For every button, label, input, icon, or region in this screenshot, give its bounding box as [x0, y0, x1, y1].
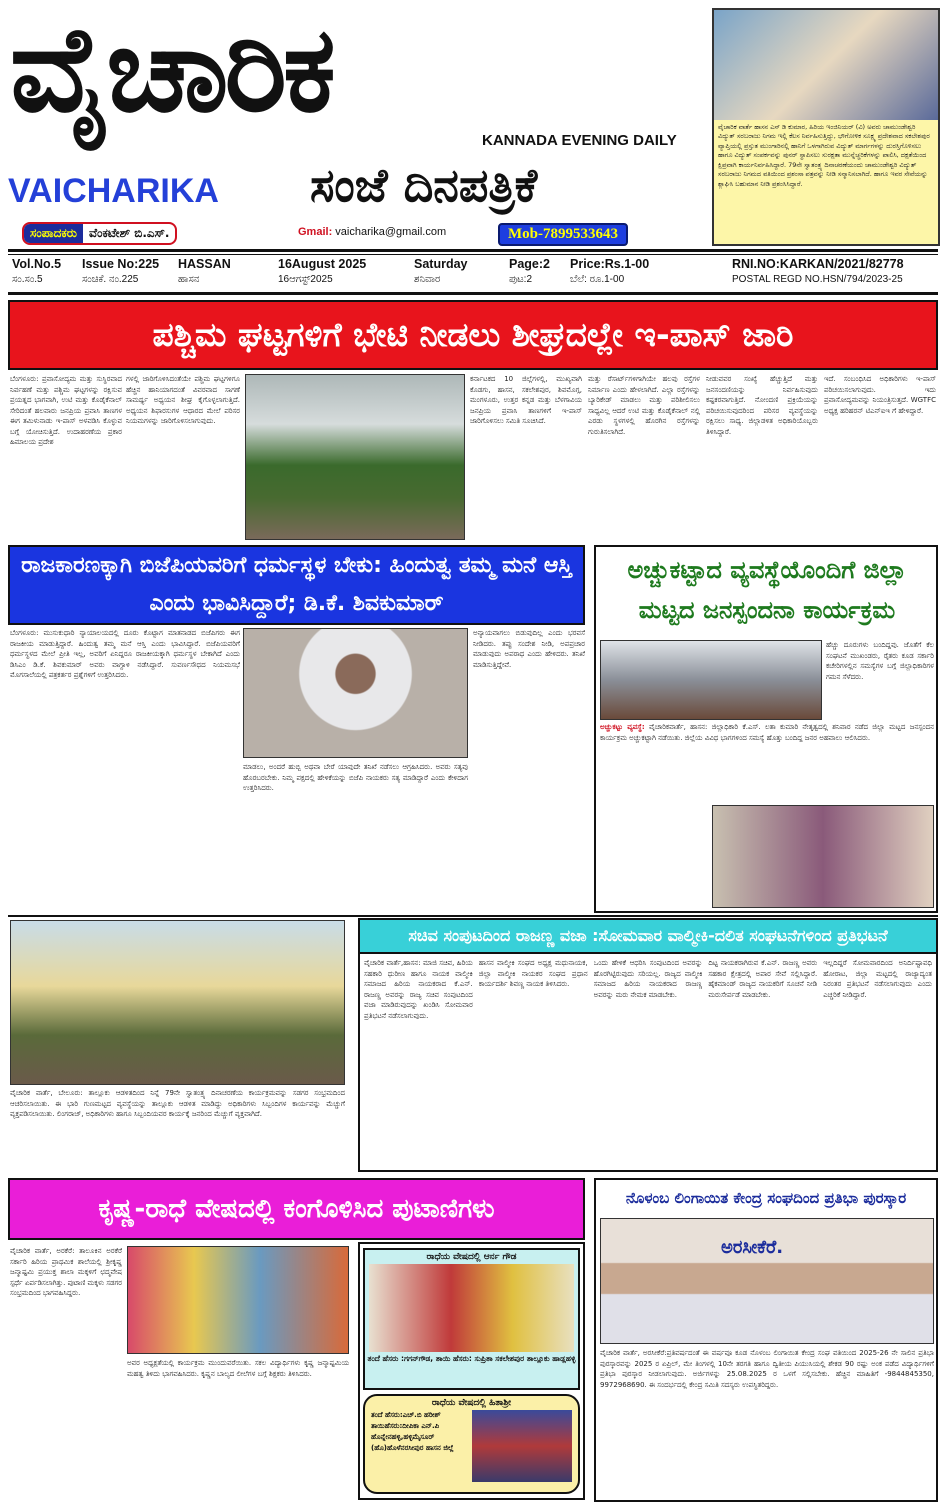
- western-ghats-photo: [245, 374, 465, 540]
- story-text: ವೈಚಾರಿಕ ವಾರ್ತೆ, ಅರಕೆರೆ: ತಾಲೂಕಿನ ಅರಕೆರೆ ಸರ್ಕಾರಿ ಹಿರಿಯ ಪ್ರಾಥಮಿಕ ಶಾಲೆಯಲ್ಲಿ ಶ್ರೀಕೃಷ್ಣ ಜನ್ಮಾಷ್ಟಮಿ ಪ್ರಯುಕ್ತ ಶಾಲಾ ಮಕ್ಕಳಿಗೆ ಛದ್ಮವೇಷ ಸ್ಪರ್ಧೆ ಏರ್ಪಡಿಸಲಾಗಿತ್ತು. ಪುಟಾಣಿ ಮಕ್ಕಳು ಸಡಗರ ಸಂಭ್ರಮದಿಂದ ಭಾಗವಹಿಸಿದ್ದರು.: [10, 1247, 122, 1297]
- divider: [8, 254, 938, 255]
- ad-text: ವೈಚಾರಿಕ ವಾರ್ತೆ ಹಾಸನ ಎಸ್ ಡಿ ಕುಮಾರ, ಹಿರಿಯ ಇಂಜಿನಿಯರ್ (ವಿ) ಅವರು ಚಾಮುಂಡೇಶ್ವರಿ ವಿದ್ಯುತ್ ಸರಬರಾಜು ನಿಗಮ ಇಲ್ಲಿ ಕೆಲಸ ನಿರ್ವಹಿಸುತ್ತಿದ್ದು, ಭೌಗೋಳಿಕ ಸೂಕ್ಷ್ಮ ಪ್ರದೇಶವಾದ ಸಕಲೇಶಪುರ ವ್ಯಾಪ್ತಿಯಲ್ಲಿ ಪ್ರಸ್ತುತ ಮುಂಗಾರಿನಲ್ಲಿ ಹಾನಿಗೆ ಒಳಗಾಗಿರುವ ವಿದ್ಯುತ್ ಮಾರ್ಗಗಳನ್ನು ದುರಸ್ತಿಗೊಳಿಸಲು ಹಾಗೂ ವಿದ್ಯುತ್ ಸಂಪರ್ಕವನ್ನು ಪುನರ್ ಸ್ಥಾಪಿಸಲು ಸುರಕ್ಷತಾ ಮುನ್ನೆಚ್ಚರಿಕೆಗಳನ್ನು ಪಾಲಿಸಿ, ದಕ್ಷತೆಯಿಂದ ಕ್ಷಿಪ್ರವಾಗಿ ಕಾರ್ಯನಿರ್ವಹಿಸಿದ್ದಾರೆ. 79ನೇ ಸ್ವಾತಂತ್ರ್ಯ ದಿನಾಚರಣೆಯಂದು ಚಾಮುಂಡೇಶ್ವರಿ ವಿದ್ಯುತ್ ಸರಬರಾಜು ನಿಗಮದ ವತಿಯಿಂದ ಪ್ರಶಂಸಾ ಪತ್ರವನ್ನು ನೀಡಿ ಸನ್ಮಾನಿಸಲಾಗಿದೆ. ಹಾಗೂ ಇವರ ಸೇವೆಯನ್ನು ಶ್ಲಾಘಿಸಿ ಬಹುಮಾನ ನೀಡಿ ಪ್ರಶಂಸಿಸಿದ್ದಾರೆ.: [718, 123, 930, 188]
- arna-gowda-box: [363, 1248, 580, 1390]
- divider: [8, 292, 938, 295]
- independence-day-photo: [10, 920, 345, 1085]
- hithashri-photo: [472, 1410, 572, 1482]
- info-kn: ಬೆಲೆ: ರೂ.1-00: [570, 274, 625, 285]
- info-en: Issue No:225: [82, 257, 160, 271]
- info-en: Vol.No.5: [12, 257, 62, 271]
- gmail: [298, 226, 446, 238]
- box-caption: ತಂದೆ ಹೆಸರು :ಗಗನ್‌ಗೌಡ, ತಾಯಿ ಹೆಸರು: ಸುಪ್ರಿತಾ ಸಕಲೇಶಪುರ ತಾಲ್ಲೂಕು ಹಾಡ್ಲಹಳ್ಳಿ: [367, 1354, 576, 1363]
- info-en: Saturday: [414, 257, 468, 271]
- info-kn: ಸಂಚಿಕೆ. ನಂ.225: [82, 274, 139, 285]
- story-text: ಅವರ ಅಧ್ಯಕ್ಷತೆಯಲ್ಲಿ ಕಾರ್ಯಕ್ರಮ ಮುಂದುವರೆಯಿತು. ಸಕಲ ವಿದ್ಯಾರ್ಥಿಗಳು ಕೃಷ್ಣ ಜನ್ಮಾಷ್ಟಮಿಯ ಮಹತ್ವ ತಿಳಿದು ಭಾಗವಹಿಸಿದರು. ಕೃಷ್ಣನ ಬಾಲ್ಯದ ಲೀಲೆಗಳ ಬಗ್ಗೆ ಶಿಕ್ಷಕರು ತಿಳಿಸಿದರು.: [127, 1359, 349, 1378]
- info-item: [278, 256, 366, 288]
- box-title: ರಾಧೆಯ ವೇಷದಲ್ಲಿ ಆರ್ನ ಗೌಡ: [426, 1252, 517, 1262]
- info-kn: ಸಂ.ಸಂ.5: [12, 274, 43, 285]
- story-columns: [364, 958, 932, 1168]
- headline-e-pass: ಪಶ್ಚಿಮ ಘಟ್ಟಗಳಿಗೆ ಭೇಟಿ ನೀಡಲು ಶೀಘ್ರದಲ್ಲೇ ಇ-ಪಾಸ್ ಜಾರಿ: [8, 300, 938, 370]
- public-gathering-photo: [712, 805, 934, 908]
- story-text: [600, 722, 934, 802]
- gmail-value[interactable]: vaicharika@gmail.com: [335, 226, 447, 238]
- story-text: ದಿಟ್ಟ ನಾಯಕರಾಗಿರುವ ಕೆ.ಎನ್. ರಾಜಣ್ಣ ಅವರು ಸಹಕಾರ ಕ್ಷೇತ್ರದಲ್ಲಿ ಅಪಾರ ಸೇವೆ ಸಲ್ಲಿಸಿದ್ದಾರೆ. ಹೈಕಮಾಂಡ್ ರಾಜ್ಯದ ನಾಯಕರಿಗೆ ಸೂಚನೆ ನೀಡಿ ಮರುಸೇರ್ಪಡೆ ಮಾಡಬೇಕು.: [708, 959, 818, 999]
- masthead-logo: ವೈಚಾರಿಕ: [10, 0, 332, 138]
- sangha-members-photo: [600, 1218, 934, 1344]
- story-text: ಮಾಡಲು, ಅಂದರೆ ಹುಬ್ಬಿ ಅಥವಾ ಬೇರೆ ಯಾವುದೇ ತನಿಖೆ ನಡೆಸಲು ಆಗ್ರಹಿಸಿದರು. ಅವರು ಸತ್ಯವು ಹೊರಬರಬೇಕು. ನಿಮ್ಮ ಪಕ್ಷದಲ್ಲಿ ಹೇಳಿಕೆಯನ್ನು ಬಿಜೆಪಿ ನಾಯಕರು ಸತ್ಯ ಮಾಡಿದ್ದಾರೆ ಎಂದು ಕೇಳಿದಾಗ ಉತ್ತರಿಸಿದರು.: [243, 763, 468, 792]
- ad-photo: [714, 10, 938, 120]
- editor-name: ವೆಂಕಟೇಶ್ ಬಿ.ಎಸ್.: [88, 226, 170, 240]
- info-kn: ಹಾಸನ: [178, 274, 200, 285]
- divider: [8, 249, 938, 252]
- masthead-english-name: VAICHARIKA: [8, 172, 219, 210]
- info-en: Page:2: [509, 257, 550, 271]
- info-en: 16August 2025: [278, 257, 367, 271]
- gmail-label: Gmail:: [298, 226, 333, 238]
- story-text: ವೈಚಾರಿಕ ವಾರ್ತೆ,ಹಾಸನ: ಮಾಜಿ ಸಚಿವ, ಹಿರಿಯ ಸಹಕಾರಿ ಧುರೀಣ ಹಾಗೂ ನಾಯಕ ವಾಲ್ಮೀಕಿ ಸಮಾಜದ ಹಿರಿಯ ನಾಯಕರಾದ ಕೆ.ಎನ್. ರಾಜಣ್ಣ ಅವರನ್ನು ರಾಜ್ಯ ಸಚಿವ ಸಂಪುಟದಿಂದ ವಜಾ ಮಾಡಿರುವುದನ್ನು ಖಂಡಿಸಿ ಸೋಮವಾರ ಪ್ರತಿಭಟನೆ ನಡೆಸಲಾಗುವುದು.: [364, 959, 473, 1020]
- info-item: [570, 256, 649, 288]
- story-highlight: ಅಚ್ಚುಕಟ್ಟು ವ್ಯವಸ್ಥೆ:: [600, 723, 645, 731]
- headline-dk-shivakumar: ರಾಜಕಾರಣಕ್ಕಾಗಿ ಬಿಜೆಪಿಯವರಿಗೆ ಧರ್ಮಸ್ಥಳ ಬೇಕು: ಹಿಂದುತ್ವ ತಮ್ಮ ಮನೆ ಆಸ್ತಿ ಎಂದು ಭಾವಿಸಿದ್ದಾರೆ; ಡಿ.ಕೆ. ಶಿವಕುಮಾರ್: [8, 545, 585, 625]
- headline-janaspandana: ಅಚ್ಚುಕಟ್ಟಾದ ವ್ಯವಸ್ಥೆಯೊಂದಿಗೆ ಜಿಲ್ಲಾ ಮಟ್ಟದ ಜನಸ್ಪಂದನಾ ಕಾರ್ಯಕ್ರಮ: [627, 556, 907, 624]
- masthead-subtitle: ಸಂಜೆ ದಿನಪತ್ರಿಕೆ: [310, 158, 538, 212]
- info-kn: ಶನಿವಾರ: [414, 274, 441, 285]
- hithashri-box: [363, 1394, 580, 1494]
- info-kn: POSTAL REGD NO.HSN/794/2023-25: [732, 274, 903, 285]
- info-item: [82, 256, 159, 288]
- divider: [8, 915, 938, 917]
- info-item: [732, 256, 904, 288]
- story-text: ಬೆಂಗಳೂರು: ಪ್ರವಾಸೋದ್ಯಮ ಮತ್ತು ಸುಸ್ಥಿರವಾದ ನಿರ್ವಹಣೆ ಮತ್ತು ಪಶ್ಚಿಮ ಘಟ್ಟಗಳನ್ನು ರಕ್ಷಿಸುವ ಪ್ರಯತ್ನದ ಭಾಗವಾಗಿ, ಉಟಿ ಮತ್ತು ಕೊಡೈಕೆನಾಲ್ ಸೇರಿದಂತೆ ಹಲವಾರು ಜನಪ್ರಿಯ ಪ್ರವಾಸಿ ತಾಣಗಳ ಈಗ ತಮಿಳುನಾಡು ಇ-ಪಾಸ್ ಅಳವಡಿಸಿ ಕೊಳ್ಳುವ ಬಗ್ಗೆ ಯೋಚಿಸುತ್ತಿದೆ. ಉದಾಹರಣೆಯ ಪ್ರಕಾರ ಹಿಮಾಲಯ ಪ್ರದೇಶ: [10, 375, 122, 446]
- info-en: Price:Rs.1-00: [570, 257, 650, 271]
- story-text: ಬೆಂಗಳೂರು: ಮುಸುಕುಧಾರಿ ನ್ಯಾಯಾಲಯದಲ್ಲಿ ದೂರು ಕೊಟ್ಟಾಗ ಮಾತನಾಡದ ಬಿಜೆಪಿಗರು ಈಗ ರಾಜಕೀಯ ಮಾಡುತ್ತಿದ್ದಾರೆ. ಹಿಂದುತ್ವ ತಮ್ಮ ಮನೆ ಆಸ್ತಿ ಎಂದು ಭಾವಿಸಿದ್ದಾರೆ. ಬಿಜೆಪಿಯವರಿಗೆ ಧರ್ಮಸ್ಥಳದ ಮೇಲೆ ಪ್ರೀತಿ ಇಲ್ಲ, ಅವರಿಗೆ ಏನಿದ್ದರೂ ರಾಜಕೀಯಕ್ಕಾಗಿ ಧರ್ಮಸ್ಥಳ ಬೇಕಾಗಿದೆ ಎಂದು ಡಿಸಿಎಂ ಡಿ.ಕೆ. ಶಿವಕುಮಾರ್ ಅವರು ವಾಗ್ದಾಳಿ ನಡೆಸಿದ್ದಾರೆ. ಸುವರ್ಣಸೌಧದ ನಿಯಮಸಭೆ ಮೊಗಸಾಲೆಯಲ್ಲಿ ಪತ್ರಕರ್ತರ ಪ್ರಶ್ನೆಗಳಿಗೆ ಉತ್ತರಿಸಿದರು.: [10, 629, 240, 679]
- editor-badge: [22, 222, 177, 245]
- info-kn: ಪುಟ:2: [509, 274, 533, 285]
- masthead-tagline: KANNADA EVENING DAILY: [482, 132, 677, 149]
- story-text: ಹಾಸನ ವಾಲ್ಮೀಕಿ ಸಂಘದ ಅಧ್ಯಕ್ಷ ಮಧುನಾಯಕ, ಜಿಲ್ಲಾ ವಾಲ್ಮೀಕಿ ನಾಯಕರ ಸಂಘದ ಪ್ರಧಾನ ಕಾರ್ಯದರ್ಶಿ ಶಿವಣ್ಣ ನಾಯಕ ತಿಳಿಸಿದರು.: [478, 959, 588, 988]
- info-item: [509, 256, 550, 288]
- box-caption: ತಂದೆ ಹೆಸರು:ಎಚ್.ಬಿ ಹರೀಶ್ ತಾಯಿಹೆಸರು:ದೀಪಿಕಾ ಎನ್.ಪಿ ಹೊನ್ನೇನಹಳ್ಳಿ,ಹಳ್ಳಿಮೈಸೂರ್ (ಹೊ)ಹೊಳೆನರಸೀಪುರ ಹಾಸನ ಜಿಲ್ಲೆ: [371, 1411, 454, 1452]
- story-text: ಹೆಚ್ಚು ದೂರುಗಳು ಬಂದಿದ್ದವು. ಜೊತೆಗೆ ಕೆಲ ಸಂಘಟನೆ ಮುಖಂಡರು, ರೈತರು ಕೂಡ ಸರ್ಕಾರಿ ಕಚೇರಿಗಳಲ್ಲಿನ ಸಮಸ್ಯೆಗಳ ಬಗ್ಗೆ ಜಿಲ್ಲಾಧಿಕಾರಿಗಳ ಗಮನ ಸೆಳೆದರು.: [826, 641, 934, 681]
- story-text: ವೈಚಾರಿಕವಾರ್ತೆ, ಹಾಸನ: ಜಿಲ್ಲಾಧಿಕಾರಿ ಕೆ.ಎಸ್. ಲತಾ ಕುಮಾರಿ ನೇತೃತ್ವದಲ್ಲಿ ಶನಿವಾರ ನಡೆದ ಜಿಲ್ಲಾ ಮಟ್ಟದ ಜನಸ್ಪಂದನ ಕಾರ್ಯಕ್ರಮ ಅಚ್ಚುಕಟ್ಟಾಗಿ ನಡೆಯಿತು. ಜಿಲ್ಲೆಯ ವಿವಿಧ ಭಾಗಗಳಿಂದ ಸಮಸ್ಯೆ ಹೊತ್ತು ಬಂದಿದ್ದ ಜನರ ಅಹವಾಲು ಆಲಿಸಿದರು.: [600, 723, 934, 742]
- janaspandana-photo: [600, 640, 822, 720]
- headline-rajanna: ಸಚಿವ ಸಂಪುಟದಿಂದ ರಾಜಣ್ಣ ವಜಾ :ಸೋಮವಾರ ವಾಲ್ಮೀಕಿ-ದಲಿತ ಸಂಘಟನೆಗಳಿಂದ ಪ್ರತಿಭಟನೆ: [360, 920, 936, 954]
- story-text: ಒಂದು ಹೇಳಿಕೆ ಆಧರಿಸಿ ಸಂಪುಟದಿಂದ ಅವರನ್ನು ಹೊರಗಿಟ್ಟಿರುವುದು ಸರಿಯಲ್ಲ. ರಾಜ್ಯದ ವಾಲ್ಮೀಕಿ ಸಮಾಜದ ಹಿರಿಯ ನಾಯಕರಾದ ರಾಜಣ್ಣ ಅವರನ್ನು ಮರು ನೇಮಕ ಮಾಡಬೇಕು.: [593, 959, 703, 999]
- editor-label: ಸಂಪಾದಕರು: [24, 224, 83, 243]
- info-kn: 16ಆಗಸ್ಟ್2025: [278, 274, 333, 285]
- info-item: [414, 256, 468, 288]
- story-text: ಗಳಲ್ಲಿ ಜಾರಿಗೊಳಿಸಿದಂತೆಯೇ ಪಶ್ಚಿಮ ಘಟ್ಟಗಳಿಗೂ ಹೆಚ್ಚಿನ ಹಾನಿಯಾಗದಂತೆ ವಿವರವಾದ ಸಾಗಣೆ ಸಾಮರ್ಥ್ಯ ಅಧ್ಯಯನ ಶೀಘ್ರ ಕೈಗೊಳ್ಳಲಾಗುತ್ತಿದೆ. ಅಧ್ಯಯನ ಶಿಫಾರಸುಗಳ ಆಧಾರದ ಮೇಲೆ ಪರಿಸರ ನಿಯಮಗಳನ್ನು ಜಾರಿಗೊಳಿಸಲಾಗುವುದು.: [126, 375, 240, 425]
- story-text: ವೈಚಾರಿಕ ವಾರ್ತೆ, ಬೇಲೂರು: ತಾಲ್ಲೂಕು ಆಡಳಿತದಿಂದ ನಿನ್ನೆ 79ನೇ ಸ್ವಾತಂತ್ರ್ಯ ದಿನಾಚರಣೆಯ ಕಾರ್ಯಕ್ರಮವನ್ನು ಸಡಗರ ಸಂಭ್ರಮದಿಂದ ಆಚರಿಸಲಾಯಿತು. ಈ ಭಾರಿ ಗುಣಮಟ್ಟದ ವ್ಯವಸ್ಥೆಯನ್ನು ತಾಲ್ಲೂಕು ಆಡಳಿತ ಮಾಡಿದ್ದು ಅಧಿಕಾರಿಗಳು ಸಿಬ್ಬಂದಿಗಳ ಕಾರ್ಯವನ್ನು ಮೆಚ್ಚುಗೆ ವ್ಯಕ್ತಪಡಿಸಲಾಯಿತು. ಲಿಂಗರಾಜ್, ಅಧಿಕಾರಿಗಳು ಹಾಗೂ ಸಿಬ್ಬಂದಿಯವರ ಕಾರ್ಯಕ್ಕೆ ಜನರಿಂದ ಮೆಚ್ಚುಗೆ ವ್ಯಕ್ತವಾಗಿದೆ.: [10, 1089, 345, 1118]
- headline-krishna-radha: ಕೃಷ್ಣ-ರಾಧೆ ವೇಷದಲ್ಲಿ ಕಂಗೊಳಿಸಿದ ಪುಟಾಣಿಗಳು: [8, 1178, 585, 1240]
- story-text: ಅನ್ಯಾಯವಾಗಲು ಬಿಡುವುದಿಲ್ಲ ಎಂದು ಭರವಸೆ ನೀಡಿದರು. ತಪ್ಪು ಸಂದೇಶ ನೀಡಿ, ಅಪಪ್ರಚಾರ ಮಾಡುವುದು ಅಪರಾಧ ಎಂದು ಹೇಳಿದರು. ತನಿಖೆ ಮಾಡಿಸುತ್ತಿದ್ದೇವೆ.: [473, 629, 585, 669]
- dk-shivakumar-photo: [243, 628, 468, 758]
- mobile-number: Mob-7899533643: [498, 223, 628, 246]
- info-en: RNI.NO:KARKAN/2021/82778: [732, 257, 904, 271]
- info-item: [178, 256, 231, 288]
- story-text: ಇದೆ. ಸಂಬಂಧಿಸಿದ ಅಧಿಕಾರಿಗಳು ಇ-ಪಾಸ್ ಪರಿಚಯಿಸಲಾಗುವುದು. ಇದು ಪ್ರವಾಸೋದ್ಯಮವನ್ನು ನಿಯಂತ್ರಿಸುತ್ತದೆ. WGTFC ಅಧ್ಯಕ್ಷ ಹರಿಹರನ್ ಟಿಎನ್‌ಐಇ ಗೆ ಹೇಳಿದ್ದಾರೆ.: [824, 375, 936, 415]
- headline-pratibha-puraskara: ನೊಳಂಬ ಲಿಂಗಾಯಿತ ಕೇಂದ್ರ ಸಂಘದಿಂದ ಪ್ರತಿಭಾ ಪುರಸ್ಕಾರ: [625, 1189, 907, 1207]
- photo-banner-text: ಅರಸೀಕೆರೆ.: [721, 1237, 784, 1258]
- story-text: ಇಲ್ಲದಿದ್ದರೆ ಸೋಮವಾರದಿಂದ ಅನಿರ್ದಿಷ್ಟಾವಧಿ ಹೋರಾಟ, ಜಿಲ್ಲಾ ಮಟ್ಟದಲ್ಲಿ ರಾಜ್ಯಾದ್ಯಂತ ನಿರಂತರ ಪ್ರತಿಭಟನೆ ನಡೆಸಲಾಗುವುದು ಎಂದು ಎಚ್ಚರಿಕೆ ನೀಡಿದ್ದಾರೆ.: [823, 959, 932, 999]
- story-text: ವೈಚಾರಿಕ ವಾರ್ತೆ, ಅರಸೀಕೆರೆ:ಪ್ರತಿವರ್ಷದಂತೆ ಈ ವರ್ಷವೂ ಕೂಡ ನೊಳಂಬ ಲಿಂಗಾಯಿತ ಕೇಂದ್ರ ಸಂಘ ವತಿಯಿಂದ 2025-26 ನೇ ಸಾಲಿನ ಪ್ರತಿಭಾ ಪುರಸ್ಕಾರವನ್ನು 2025 ರ ಏಪ್ರಿಲ್, ಮೇ ತಿಂಗಳಲ್ಲಿ 10ನೇ ತರಗತಿ ಹಾಗೂ ದ್ವಿತೀಯ ಪಿಯುಸಿಯಲ್ಲಿ ಶೇಕಡ 90 ರಷ್ಟು ಅಂಕ ಪಡೆದ ವಿದ್ಯಾರ್ಥಿಗಳಿಗೆ ಪ್ರತಿಭಾ ಪುರಸ್ಕಾರ ನೀಡಲಾಗುವುದು. ಅರ್ಜಿಗಳನ್ನು 25.08.2025 ರ ಒಳಗೆ ಸಲ್ಲಿಸಬೇಕು. ಹೆಚ್ಚಿನ ಮಾಹಿತಿಗೆ -9844845350, 9972968690. ಈ ಸಂದರ್ಭದಲ್ಲಿ ಕೇಂದ್ರ ಸಮಿತಿ ಸದಸ್ಯರು ಉಪಸ್ಥಿತರಿದ್ದರು.: [600, 1349, 934, 1389]
- story-text: ಕರ್ನಾಟಕದ 10 ಜಿಲ್ಲೆಗಳಲ್ಲಿ, ಮುಖ್ಯವಾಗಿ ಕೊಡಗು, ಹಾಸನ, ಸಕಲೇಶಪುರ, ಶಿವಮೊಗ್ಗ, ಮಂಗಳೂರು, ಉತ್ತರ ಕನ್ನಡ ಮತ್ತು ಬೆಳಗಾವಿಯ ಜನಪ್ರಿಯ ಪ್ರವಾಸಿ ತಾಣಗಳಿಗೆ ಇ-ಪಾಸ್ ಜಾರಿಗೊಳಿಸಲು ಸಮಿತಿ ಸೂಚಿಸಿದೆ.: [470, 375, 582, 425]
- children-costume-photo: [127, 1246, 349, 1354]
- arna-gowda-photo: [369, 1264, 574, 1352]
- info-en: HASSAN: [178, 257, 231, 271]
- story-text: ಮತ್ತು ರೆಸಾರ್ಟ್‌ಗಳಿಗಾಗಿಯೇ ಹಲವು ರಸ್ತೆಗಳ ನಿರ್ಮಾಣ ಎಂದು ಹೇಳಲಾಗಿದೆ. ಎಲ್ಲಾ ರಸ್ತೆಗಳನ್ನು ಬ್ಯಾರಿಕೇಡ್ ಮಾಡಲು ಮತ್ತು ಪರಿಶೀಲಿಸಲು ಸಾಧ್ಯವಿಲ್ಲ ಆದರೆ ಉಟಿ ಮತ್ತು ಕೊಡೈಕೆನಾಲ್ ನಲ್ಲಿ ಎರಡು ಸ್ಥಳಗಳಲ್ಲಿ ಹೊರಗಿನ ರಸ್ತೆಗಳನ್ನು ಗುರುತಿಸಲಾಗಿದೆ.: [588, 375, 700, 436]
- story-text: ನೀಡುವವರ ಸಂಖ್ಯೆ ಹೆಚ್ಚುತ್ತಿದೆ ಮತ್ತು ಜನಸಂದಣಿಯನ್ನು ನಿರ್ವಹಿಸುವುದು ಕಷ್ಟಕರವಾಗುತ್ತಿದೆ. ನೋಂದಣಿ ಪ್ರಕ್ರಿಯೆಯನ್ನು ಪರಿಚಯಿಸುವುದರಿಂದ ಪರಿಸರ ವ್ಯವಸ್ಥೆಯನ್ನು ರಕ್ಷಿಸಲು ಸಾಧ್ಯ. ಜಿಲ್ಲಾಡಳಿತ ಅಧಿಕಾರಿಯೊಬ್ಬರು ತಿಳಿಸಿದ್ದಾರೆ.: [706, 375, 818, 436]
- box-title: ರಾಧೆಯ ವೇಷದಲ್ಲಿ ಹಿತಾಶ್ರೀ: [431, 1398, 512, 1408]
- ad-box: [712, 8, 940, 246]
- info-item: [12, 256, 61, 288]
